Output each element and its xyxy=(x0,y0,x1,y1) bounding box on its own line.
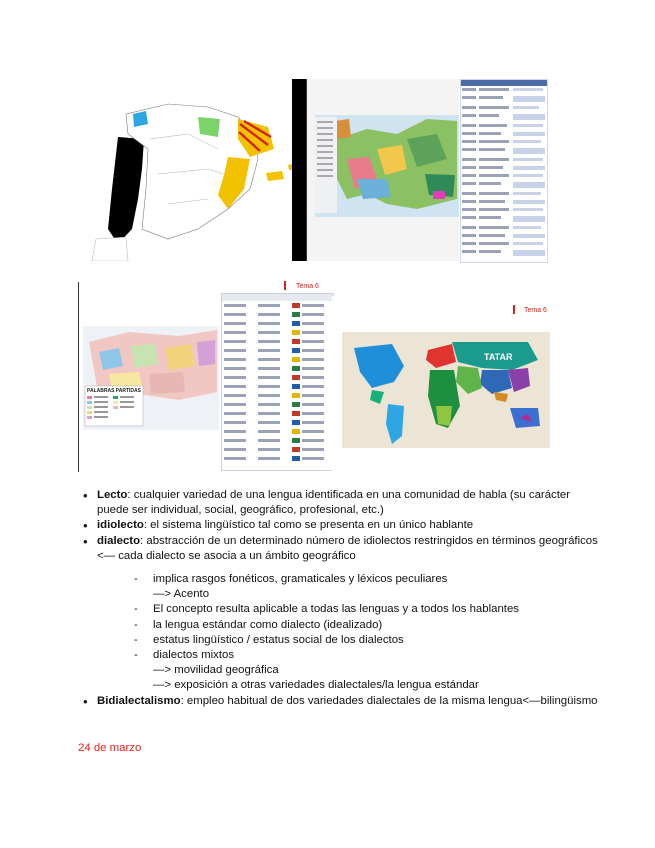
notes-list-2 xyxy=(78,694,598,709)
term-lecto: Lecto xyxy=(97,489,128,501)
europe-language-table-image xyxy=(460,79,548,263)
tatar-label: TATAR xyxy=(484,352,513,362)
def-bidialectalismo: : empleo habitual de dos variedades dialectales de la misma lengua<—bilingüismo xyxy=(180,695,598,707)
def-idiolecto: : el sistema lingüístico tal como se presenta en un único hablante xyxy=(143,519,474,532)
date-heading: 24 de marzo xyxy=(78,742,142,754)
term-idiolecto: idiolecto xyxy=(97,519,144,532)
dialecto-sublist xyxy=(78,572,598,694)
world-language-map-image xyxy=(332,296,555,472)
russia-map-legend-title: PALABRAS PARTIDAS xyxy=(87,388,141,394)
sub-item-cont: —> Acento xyxy=(153,588,210,601)
tema6-right-title: Tema 6 xyxy=(524,307,547,314)
sub-item: - dialectos mixtos xyxy=(78,648,598,663)
sub-item: - El concepto resulta aplicable a todas las lenguas y a todos los hablantes xyxy=(78,602,598,617)
sub-item-cont: —> movilidad geográfica xyxy=(153,664,279,677)
def-lecto: : cualquier variedad de una lengua identificada en una comunidad de habla (su carácter puede ser individual, social, geográfico, profesional, etc.) xyxy=(97,489,571,517)
notes-list xyxy=(78,488,598,564)
def-dialecto: : abstracción de un determinado número de idiolectos restringidos en términos geográficos <— cada dialecto se asocia a un ámbito geográfico xyxy=(97,534,598,562)
russia-language-map-image xyxy=(78,282,221,472)
sub-item-cont: —> exposición a otras variedades dialectales/la lengua estándar xyxy=(153,679,479,692)
note-idiolecto xyxy=(78,518,598,533)
note-dialecto xyxy=(78,534,598,564)
iberia-map-image xyxy=(78,79,306,261)
europe-language-map-image xyxy=(306,79,459,261)
tema6-left-marker xyxy=(284,281,286,290)
term-bidialectalismo: Bidialectalismo xyxy=(97,695,181,707)
russia-language-table-image xyxy=(221,293,334,471)
sub-item: - la lengua estándar como dialecto (idealizado) xyxy=(78,618,598,633)
note-bidialectalismo xyxy=(78,694,598,709)
tema6-left-title: Tema 6 xyxy=(296,283,319,290)
term-dialecto: dialecto xyxy=(97,534,141,547)
sub-item: - implica rasgos fonéticos, gramaticales y léxicos peculiares xyxy=(78,572,598,587)
note-lecto xyxy=(78,488,598,518)
sub-item: - estatus lingüístico / estatus social de los dialectos xyxy=(78,633,598,648)
